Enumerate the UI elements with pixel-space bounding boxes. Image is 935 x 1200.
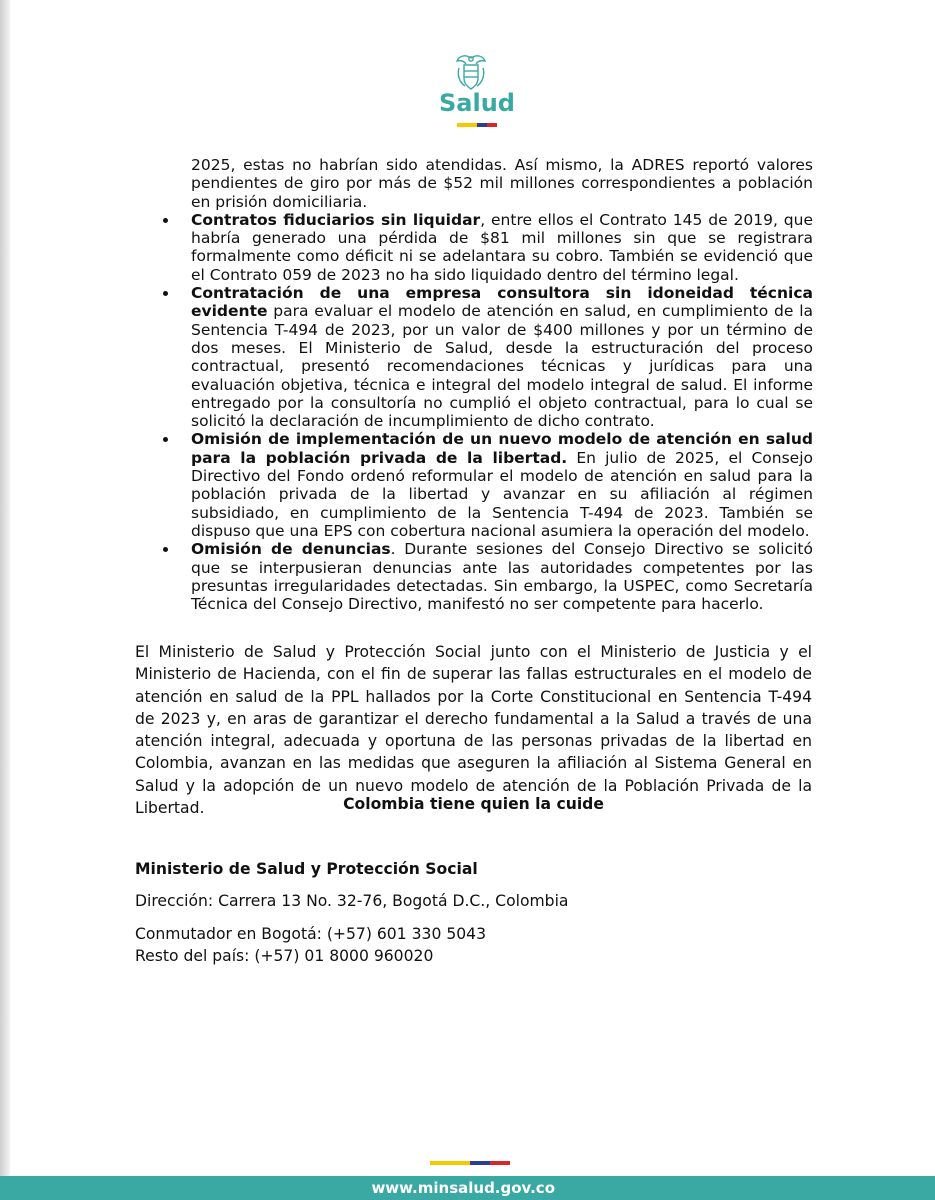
list-item: Omisión de implementación de un nuevo modelo de atención en salud para la población privada de la libertad. En julio de 2025, el Consejo Directivo del Fondo ordenó reformular el modelo de atención en salud para la población privada de la libertad y avanzar en su afiliación al régimen subsidiado, en cumplimiento de la Sentencia T-494 de 2023. También se dispuso que una EPS con cobertura nacional asumiera la operación del modelo. — [163, 430, 813, 540]
coat-of-arms-icon — [453, 52, 489, 92]
phone-country: Resto del país: (+57) 01 8000 960020 — [135, 947, 434, 965]
bullet-icon — [163, 291, 168, 296]
bullet-icon — [163, 437, 168, 442]
address: Dirección: Carrera 13 No. 32-76, Bogotá D.C., Colombia — [135, 892, 569, 910]
slogan: Colombia tiene quien la cuide — [343, 795, 604, 813]
phone-bogota: Conmutador en Bogotá: (+57) 601 330 5043 — [135, 925, 487, 943]
logo-text: Salud — [439, 89, 515, 117]
footer-url[interactable]: www.minsalud.gov.co — [371, 1179, 555, 1197]
list-item: Omisión de denuncias. Durante sesiones del Consejo Directivo se solicitó que se interpusieran denuncias ante las autoridades competentes por las presuntas irregularidades detectadas. Sin embargo, la USPEC, como Secretaría Técnica del Consejo Directivo, manifestó no ser competente para hacerlo. — [163, 540, 813, 613]
bullet-icon — [163, 218, 168, 223]
list-item: 2025, estas no habrían sido atendidas. Así mismo, la ADRES reportó valores pendientes de giro por más de $52 mil millones correspondientes a población en prisión domiciliaria. — [191, 156, 813, 211]
salud-logo — [432, 52, 522, 132]
body-paragraph: El Ministerio de Salud y Protección Social junto con el Ministerio de Justicia y el Ministerio de Hacienda, con el fin de superar las fallas estructurales en el modelo de atención en salud de la PPL hallados por la Corte Constitucional en Sentencia T-494 de 2023 y, en aras de garantizar el derecho fundamental a la Salud a través de una atención integral, adecuada y oportuna de las personas privadas de la libertad en Colombia, avanzan en las medidas que aseguren la afiliación al Sistema General en Salud y la adopción de un nuevo modelo de atención de la Población Privada de la Libertad. — [135, 643, 812, 818]
footer-flag-bar — [430, 1161, 510, 1165]
organization-name: Ministerio de Salud y Protección Social — [135, 860, 478, 878]
findings-list — [163, 156, 813, 613]
list-item: Contratos fiduciarios sin liquidar, entre ellos el Contrato 145 de 2019, que habría generado una pérdida de $81 mil millones sin que se registrara formalmente como déficit ni se adelantara su cobro. También se evidenció que el Contrato 059 de 2023 no ha sido liquidado dentro del término legal. — [163, 211, 813, 284]
flag-bar — [457, 123, 497, 127]
bullet-icon — [163, 547, 168, 552]
page-edge-shadow — [0, 0, 10, 1200]
list-item: Contratación de una empresa consultora sin idoneidad técnica evidente para evaluar el modelo de atención en salud, en cumplimiento de la Sentencia T-494 de 2023, por un valor de $400 millones y por un término de dos meses. El Ministerio de Salud, desde la estructuración del proceso contractual, presentó recomendaciones técnicas y jurídicas para una evaluación objetiva, técnica e integral del modelo integral de salud. El informe entregado por la consultoría no cumplió el objeto contractual, para lo cual se solicitó la declaración de incumplimiento de dicho contrato. — [163, 284, 813, 430]
